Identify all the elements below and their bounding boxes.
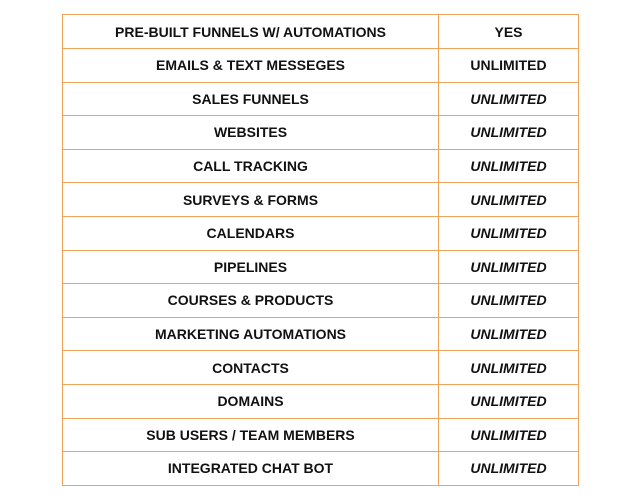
table-row: [63, 317, 579, 351]
value-cell: UNLIMITED: [439, 284, 579, 318]
table-row: [63, 284, 579, 318]
feature-cell: INTEGRATED CHAT BOT: [63, 452, 439, 486]
table-row: [63, 183, 579, 217]
feature-cell: SURVEYS & FORMS: [63, 183, 439, 217]
feature-cell: CONTACTS: [63, 351, 439, 385]
value-cell: UNLIMITED: [439, 351, 579, 385]
value-cell: UNLIMITED: [439, 418, 579, 452]
table-row: [63, 82, 579, 116]
feature-cell: CALL TRACKING: [63, 149, 439, 183]
value-cell: UNLIMITED: [439, 452, 579, 486]
feature-cell: CALENDARS: [63, 216, 439, 250]
feature-comparison-table: [62, 14, 579, 486]
value-cell: UNLIMITED: [439, 216, 579, 250]
value-cell: UNLIMITED: [439, 317, 579, 351]
value-cell: UNLIMITED: [439, 82, 579, 116]
value-cell: UNLIMITED: [439, 49, 579, 83]
value-cell: UNLIMITED: [439, 250, 579, 284]
table-row: [63, 116, 579, 150]
feature-cell: SUB USERS / TEAM MEMBERS: [63, 418, 439, 452]
table-row: [63, 149, 579, 183]
feature-cell: EMAILS & TEXT MESSEGES: [63, 49, 439, 83]
feature-cell: PIPELINES: [63, 250, 439, 284]
table-row: [63, 49, 579, 83]
value-cell: YES: [439, 15, 579, 49]
table-row: [63, 250, 579, 284]
table-row: [63, 216, 579, 250]
value-cell: UNLIMITED: [439, 149, 579, 183]
table-row: [63, 418, 579, 452]
feature-cell: SALES FUNNELS: [63, 82, 439, 116]
value-cell: UNLIMITED: [439, 183, 579, 217]
feature-table-body: [63, 15, 579, 486]
feature-cell: DOMAINS: [63, 384, 439, 418]
table-row: [63, 384, 579, 418]
value-cell: UNLIMITED: [439, 116, 579, 150]
table-row: [63, 15, 579, 49]
table-row: [63, 452, 579, 486]
feature-cell: COURSES & PRODUCTS: [63, 284, 439, 318]
feature-cell: MARKETING AUTOMATIONS: [63, 317, 439, 351]
table-row: [63, 351, 579, 385]
feature-cell: PRE-BUILT FUNNELS W/ AUTOMATIONS: [63, 15, 439, 49]
value-cell: UNLIMITED: [439, 384, 579, 418]
feature-cell: WEBSITES: [63, 116, 439, 150]
